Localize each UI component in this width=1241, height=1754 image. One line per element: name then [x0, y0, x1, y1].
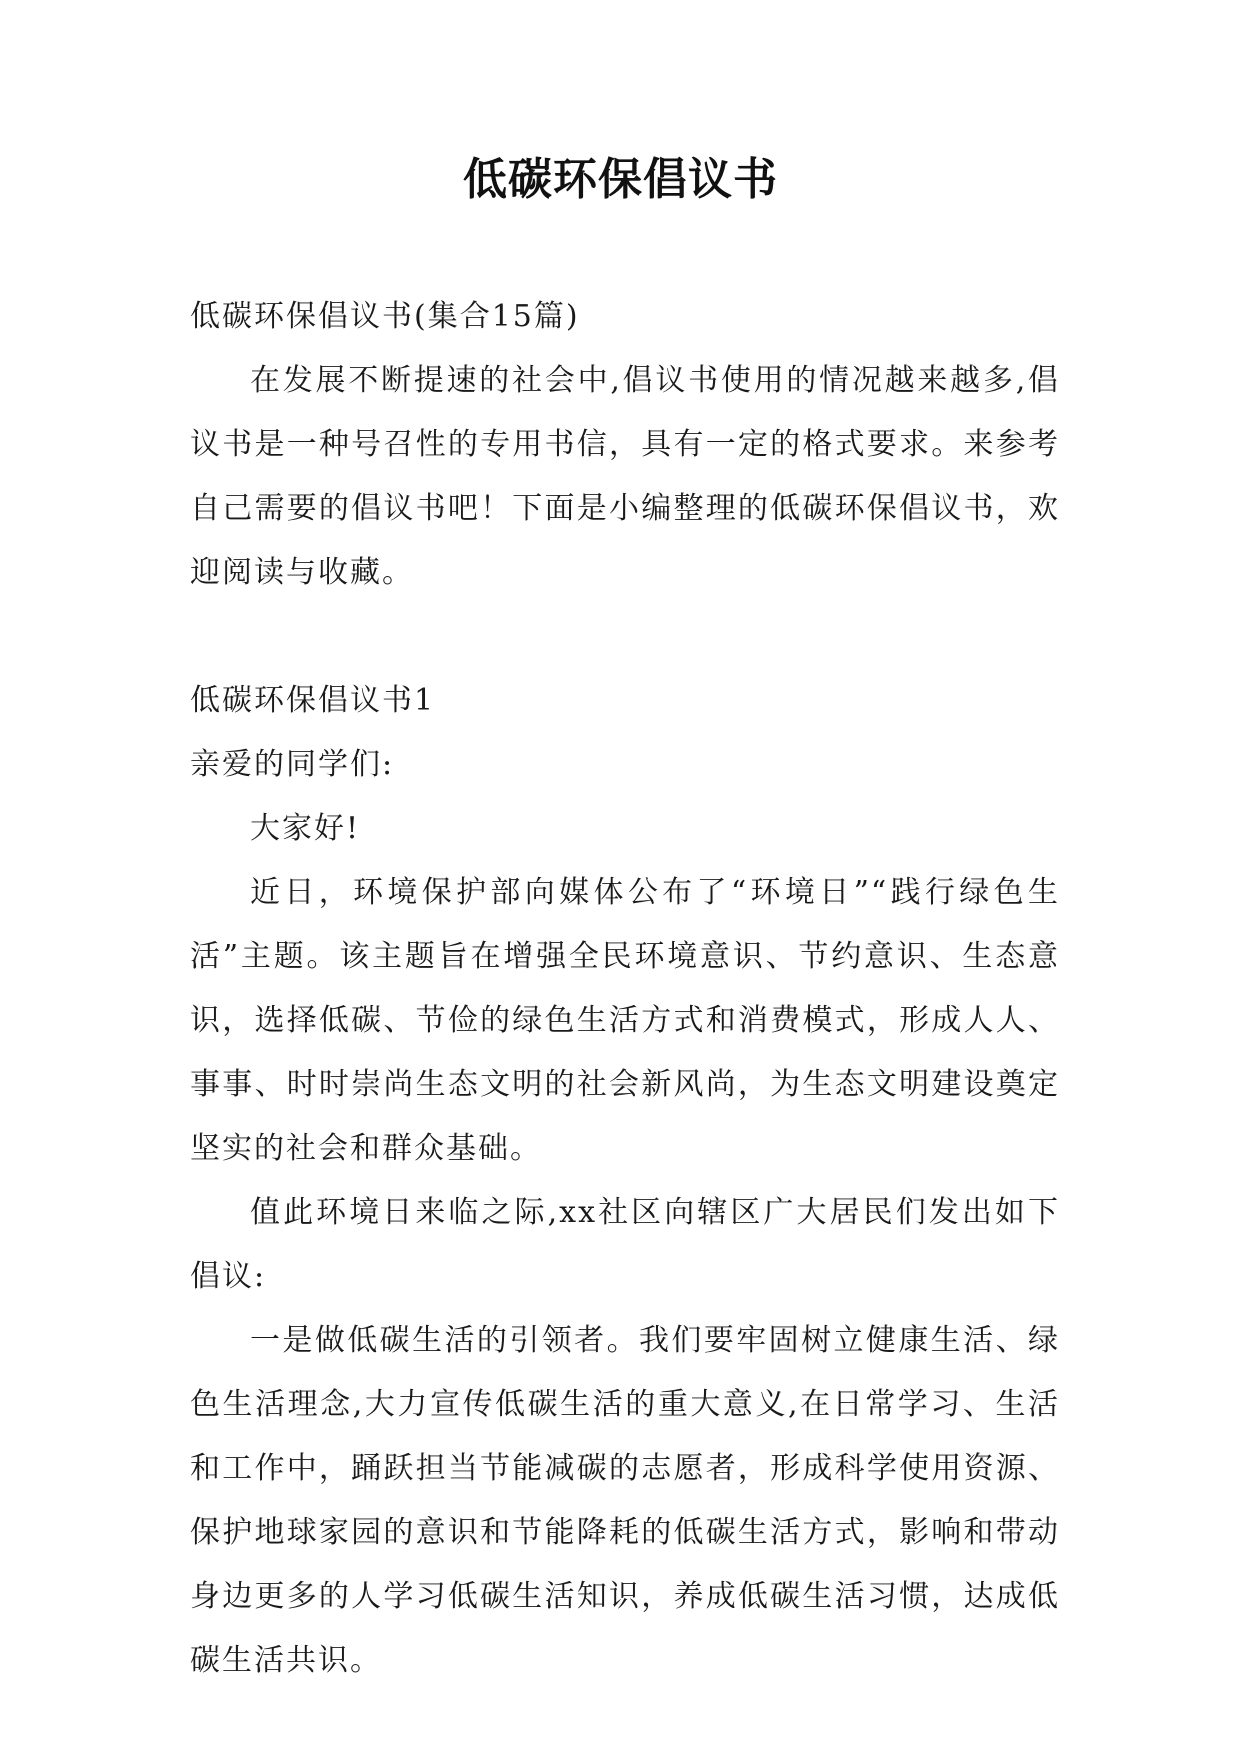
- body-paragraph: 值此环境日来临之际,xx社区向辖区广大居民们发出如下倡议:: [190, 1195, 1060, 1294]
- section-heading: 低碳环保倡议书1: [190, 683, 436, 718]
- document-body: [190, 285, 1060, 1693]
- intro-paragraph: 在发展不断提速的社会中,倡议书使用的情况越来越多,倡议书是一种号召性的专用书信，具有一定的格式要求。来参考自己需要的倡议书吧！下面是小编整理的低碳环保倡议书，欢迎阅读与收藏。: [190, 363, 1060, 590]
- body-paragraph: 近日，环境保护部向媒体公布了“环境日”“践行绿色生活”主题。该主题旨在增强全民环境意识、节约意识、生态意识，选择低碳、节俭的绿色生活方式和消费模式，形成人人、事事、时时崇尚生态文明的社会新风尚，为生态文明建设奠定坚实的社会和群众基础。: [190, 875, 1060, 1166]
- collection-subtitle: 低碳环保倡议书(集合15篇): [190, 299, 580, 334]
- body-paragraph: 一是做低碳生活的引领者。我们要牢固树立健康生活、绿色生活理念,大力宣传低碳生活的重大意义,在日常学习、生活和工作中，踊跃担当节能减碳的志愿者，形成科学使用资源、保护地球家园的意识和节能降耗的低碳生活方式，影响和带动身边更多的人学习低碳生活知识，养成低碳生活习惯，达成低碳生活共识。: [190, 1323, 1060, 1678]
- salutation: 亲爱的同学们:: [190, 747, 395, 782]
- greeting: 大家好!: [250, 811, 361, 846]
- document-title: 低碳环保倡议书: [463, 154, 778, 205]
